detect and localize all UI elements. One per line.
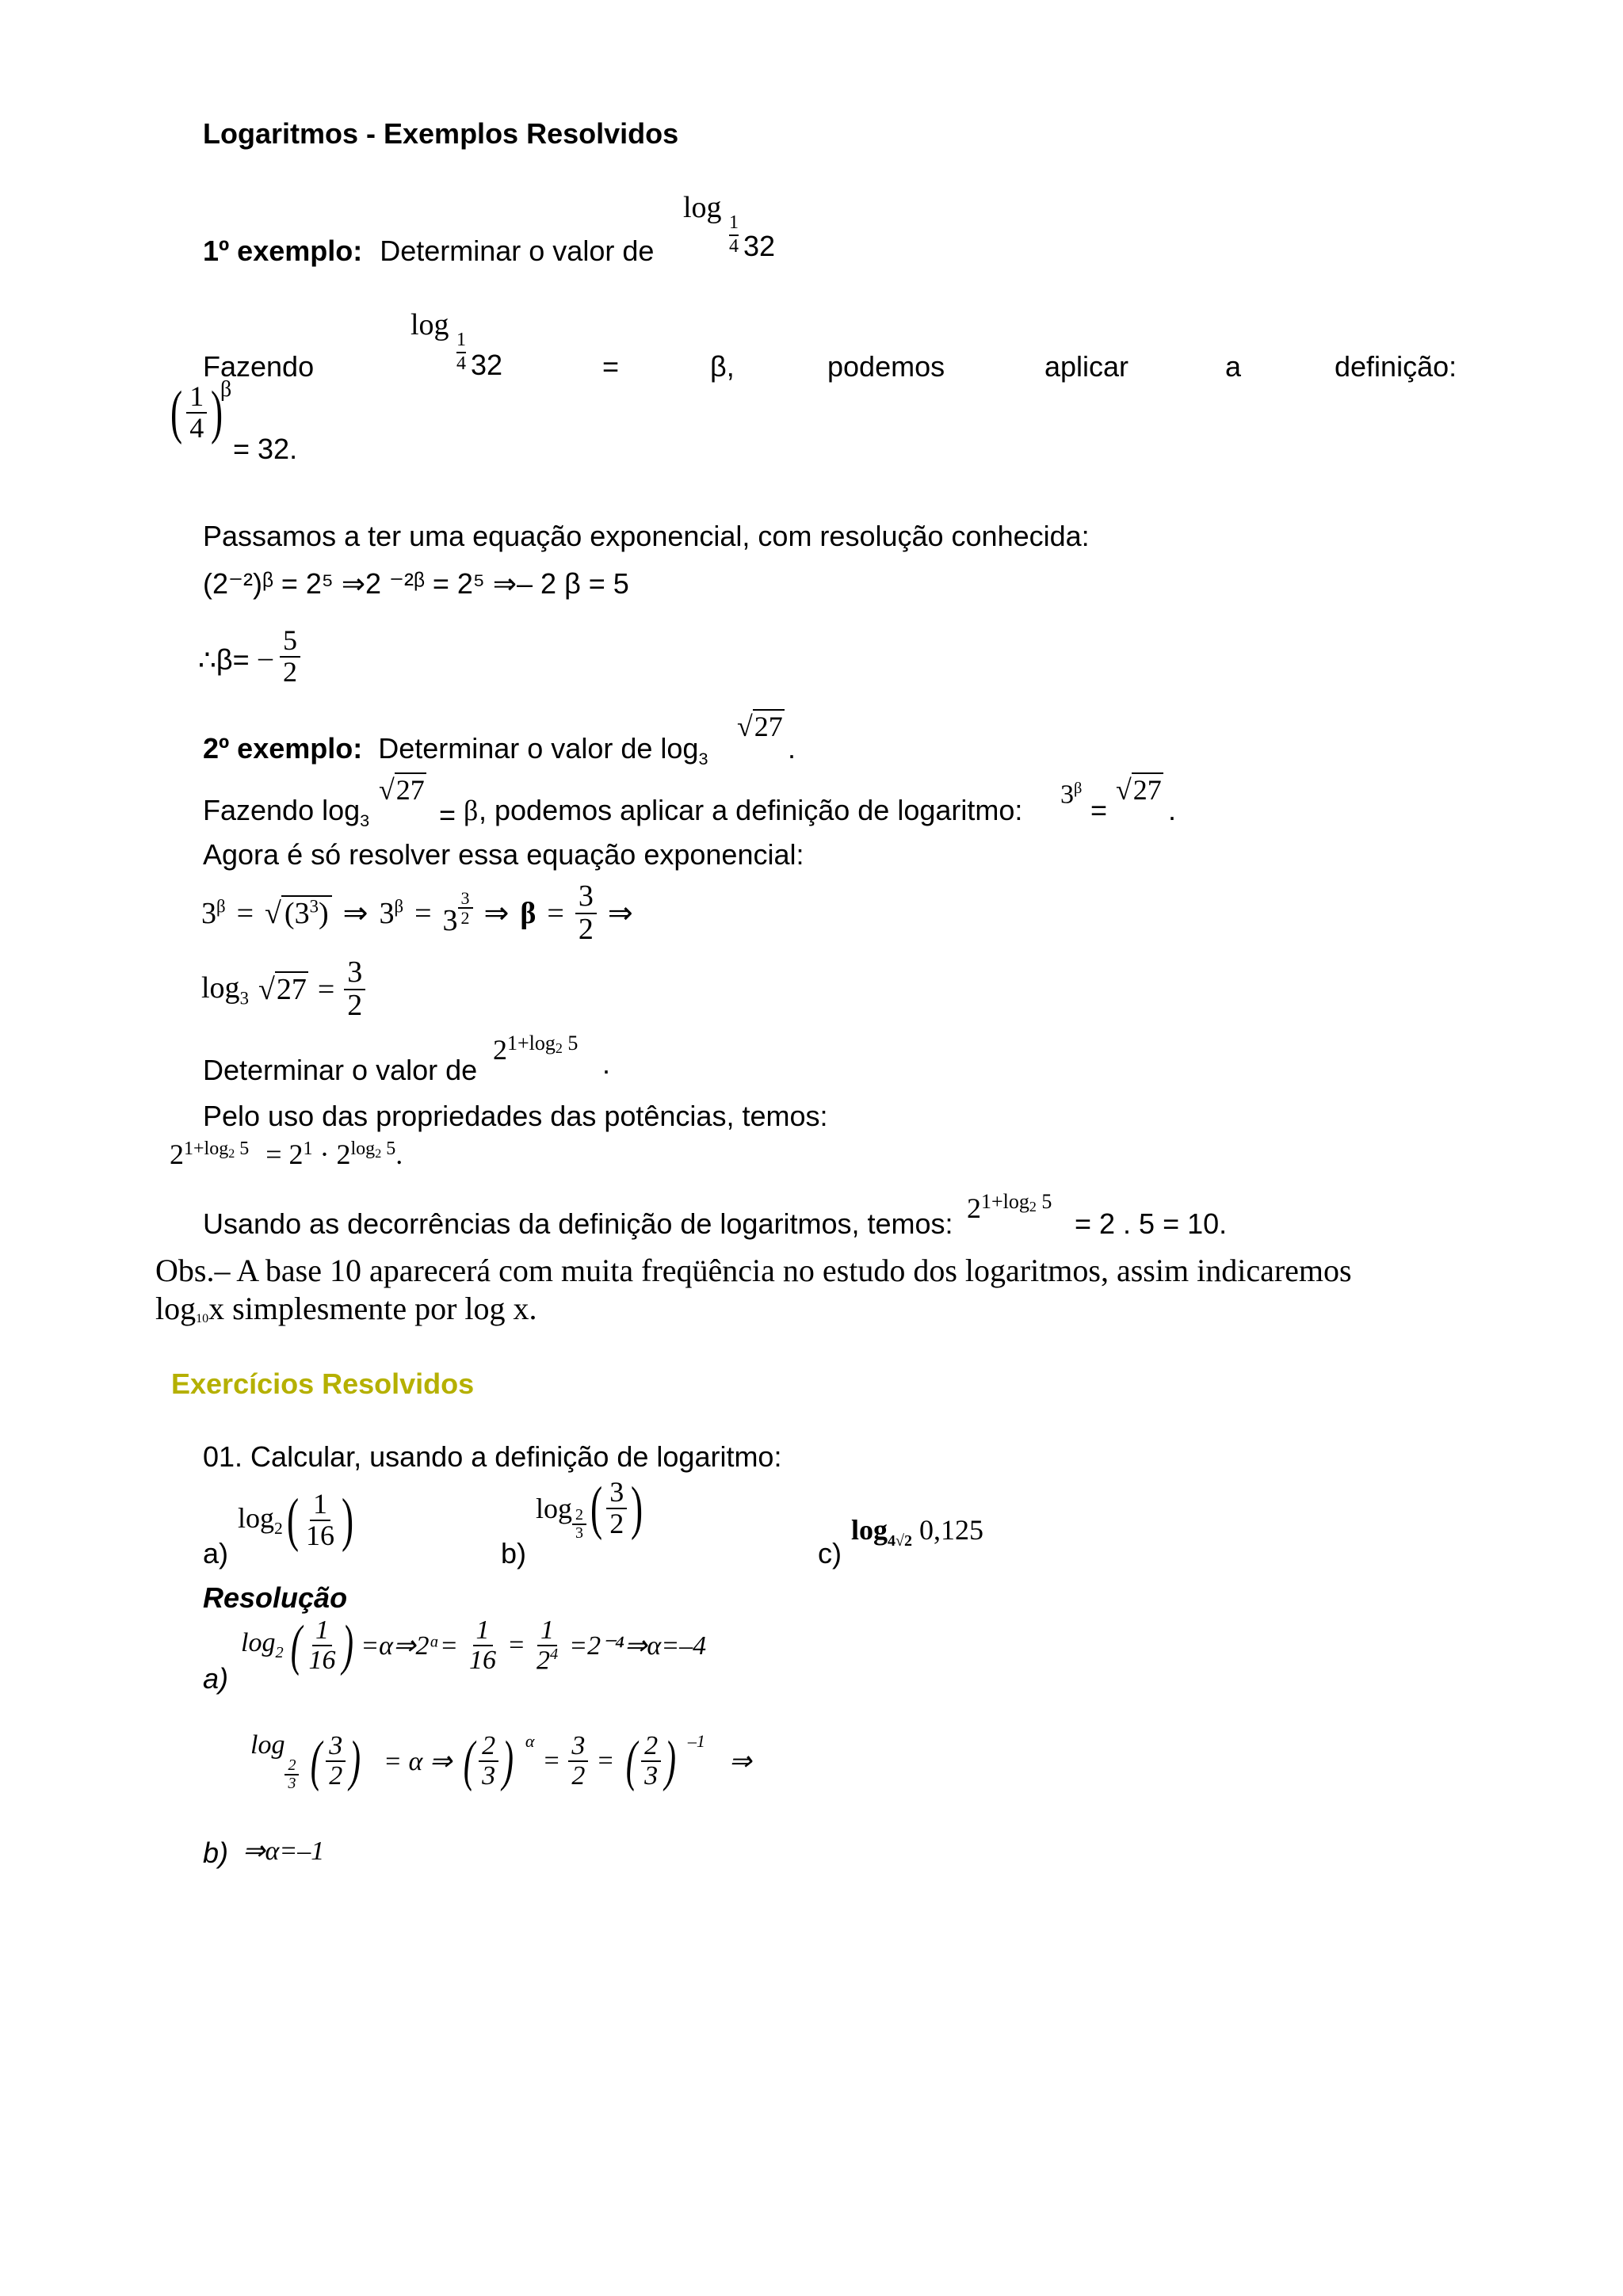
word-definicao: definição:	[1335, 350, 1457, 383]
example1-line	[203, 235, 654, 268]
obs-line1: Obs.– A base 10 aparecerá com muita freqüência no estudo dos logaritmos, assim indicaremos	[155, 1253, 1352, 1288]
eq-32: = 32.	[233, 433, 298, 465]
word-podemos: podemos	[827, 350, 945, 383]
answer-fraction: – $\frac{5}{2}$	[258, 626, 300, 688]
option-a-label: a)	[203, 1537, 229, 1569]
equation-line-2: $\log_3$ √ 27 = $\frac{3}{2}$	[201, 957, 365, 1022]
fazendo-word: Fazendo	[203, 350, 315, 383]
agora-text: Agora é só resolver essa equação exponencial:	[203, 838, 804, 871]
obs-line2: log10x simplesmente por log x.	[155, 1291, 537, 1326]
sqrt27-b: √ 27	[379, 773, 426, 807]
passamos-text: Passamos a ter uma equação exponencial, com resolução conhecida:	[203, 520, 1090, 552]
option-b-expr: log $\frac{2}{3}$ ( $\frac{3}{2}$ )	[536, 1475, 643, 1542]
ex3-period: .	[602, 1047, 611, 1080]
example1-label: 1º exemplo:	[203, 235, 363, 267]
example1-text: Determinar o valor de	[380, 235, 655, 267]
word-aplicar: aplicar	[1044, 350, 1129, 383]
word-a: a	[1225, 350, 1242, 383]
eq-beta: = β	[439, 795, 479, 831]
sqrt27-a: √ 27	[737, 710, 785, 743]
res-b-label: b)	[203, 1836, 229, 1869]
sqrt27-c: √ 27	[1116, 773, 1163, 807]
example2-fazendo: Fazendo $\log_3$	[203, 794, 370, 831]
period-2: .	[1168, 794, 1177, 826]
exponential-steps: (2⁻²)ᵝ = 2⁵ ⇒2 ⁻²ᵝ = 2⁵ ⇒– 2 β = 5	[203, 567, 629, 600]
example2-period: .	[788, 732, 796, 765]
quarter-power-beta: ( $\frac{1}{4}$ )	[170, 379, 223, 445]
option-b-label: b)	[501, 1537, 527, 1569]
res-a-expr: $\log_2$ ( $\frac{1}{16}$ ) =α⇒2ᵅ= $\frac{1}{16}$ = $\frac{1}{2^4}$ =2⁻⁴⇒α=–4	[241, 1614, 707, 1677]
three-beta: $3^\beta$	[1060, 780, 1083, 810]
res-a-label: a)	[203, 1662, 229, 1695]
therefore-beta: ∴β=	[198, 643, 250, 676]
option-a-expr: $\log_2$ ( $\frac{1}{16}$ )	[238, 1487, 354, 1553]
fazendo-beta: β,	[710, 350, 735, 383]
option-c-expr: $\log_{4√2} 0,125$	[851, 1514, 983, 1550]
fazendo-eq: =	[602, 350, 620, 383]
page-title: Logaritmos - Exemplos Resolvidos	[203, 117, 679, 150]
eq-sign: =	[1090, 794, 1108, 826]
option-c-label: c)	[818, 1537, 842, 1569]
usando-result: = 2 . 5 = 10.	[1075, 1207, 1228, 1240]
example2-line: 2º exemplo: Determinar o valor de $\log_3$	[203, 732, 708, 769]
usando-expr: $2^{1+log2 5}$	[967, 1190, 1052, 1224]
usando-text: Usando as decorrências da definição de logaritmos, temos:	[203, 1207, 953, 1240]
fazendo-log-expr: log 1 4 32	[411, 308, 503, 381]
res-b-expr: log $\frac{2}{3}$ ( $\frac{3}{2}$ ) = α ⇒ ( $\frac{2}{3}$ ) α = $\frac{3}{2}$ = ( $\frac{2}{3}$ ) –1 ⇒	[250, 1730, 752, 1793]
beta-exponent: β	[220, 377, 232, 402]
podemos-definicao: , podemos aplicar a definição de logaritmo:	[479, 794, 1023, 826]
resolucao-heading: Resolução	[203, 1581, 348, 1614]
exercicios-heading: Exercícios Resolvidos	[171, 1367, 475, 1400]
ex3-text: Determinar o valor de	[203, 1054, 478, 1086]
example1-log-expr: log 1 4 32	[683, 191, 776, 262]
propriedades-text: Pelo uso das propriedades das potências, temos:	[203, 1100, 828, 1132]
equation-line-1: $3^\beta$ = √ $(3^3)$ ⇒ $3^\beta$ = 3 $\frac{3}{2}$ ⇒ β = $\frac{3}{2}$ ⇒	[201, 881, 633, 946]
example2-label: 2º exemplo:	[203, 732, 363, 765]
ex3-expr: $2^{1+log2 5}$	[493, 1032, 579, 1066]
q1-text: 01. Calcular, usando a definição de logaritmo:	[203, 1440, 782, 1473]
powers-expansion: $2^{1+log2 5} = 2^1 \cdot 2^{log2 5}$.	[170, 1138, 403, 1170]
res-b-final: ⇒α=–1	[242, 1836, 325, 1866]
